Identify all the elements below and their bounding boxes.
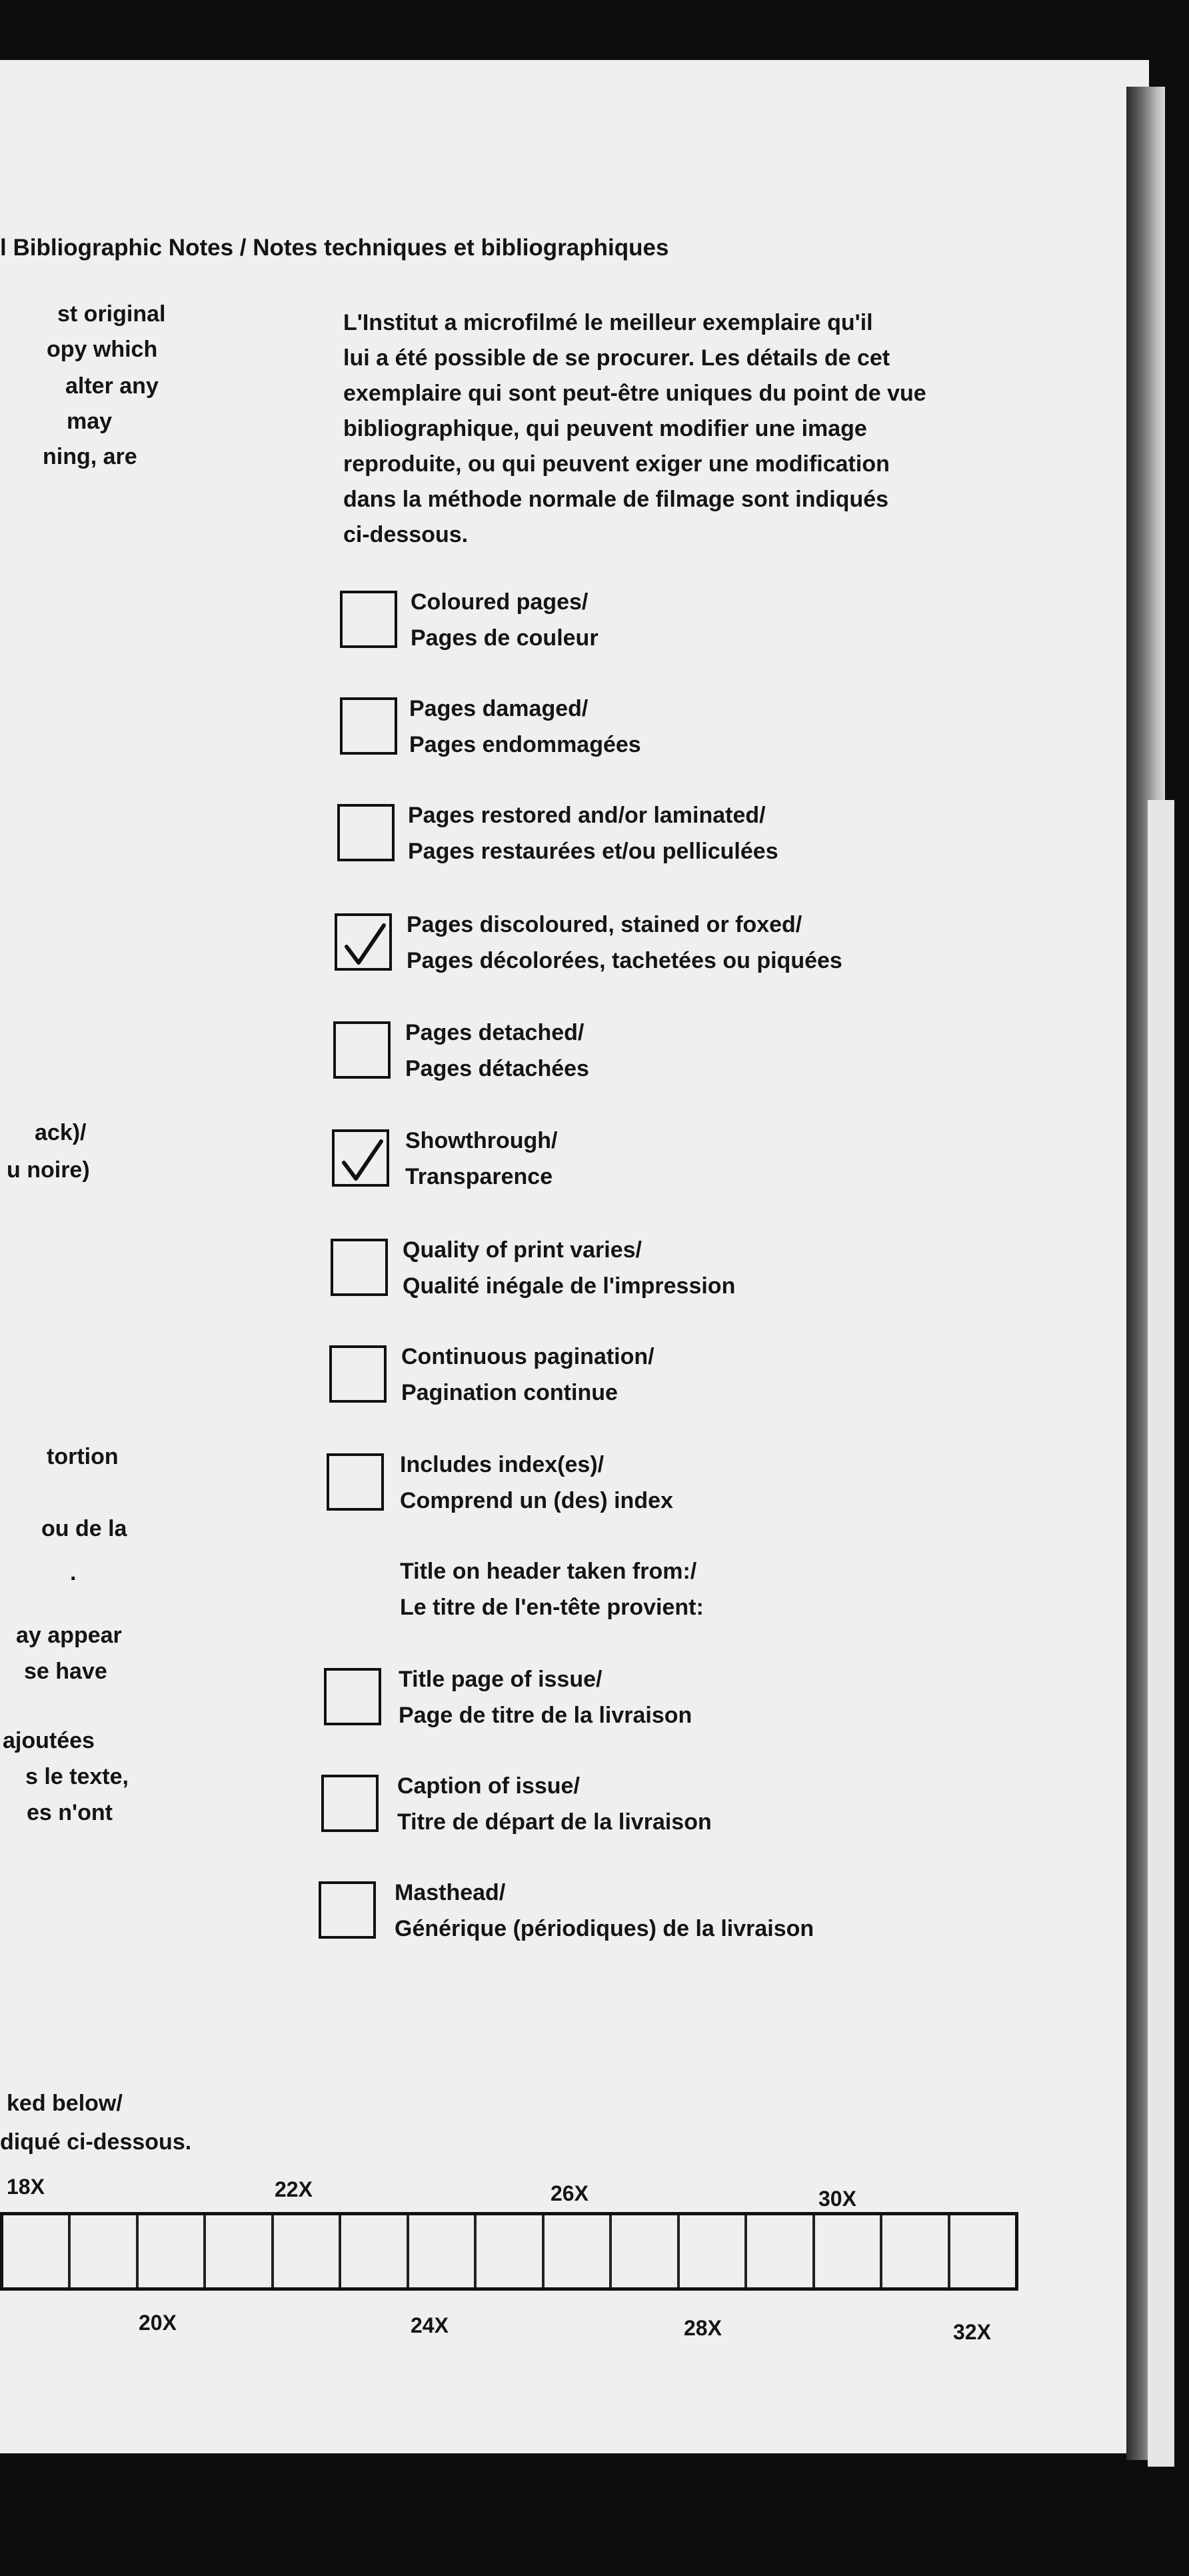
ratio-label-bottom: 28X: [684, 2316, 722, 2340]
checkbox[interactable]: [327, 1453, 384, 1511]
checklist-item-label: [401, 1339, 654, 1411]
item-label-fr: Pagination continue: [401, 1380, 618, 1405]
left-fragment: ou de la: [41, 1516, 127, 1541]
checklist-item-label: [405, 1123, 558, 1195]
item-label-en: Pages restored and/or laminated/: [408, 803, 766, 828]
left-fragment: ning, are: [43, 444, 137, 469]
checklist-item-label: [405, 1015, 589, 1087]
item-label-fr: Pages restaurées et/ou pelliculées: [408, 839, 778, 864]
left-fragment: u noire): [7, 1157, 90, 1183]
ratio-label-top: 30X: [818, 2187, 856, 2211]
grid-cell: [545, 2215, 612, 2287]
checklist-item-label: [399, 1661, 692, 1733]
grid-cell: [815, 2215, 882, 2287]
checkbox[interactable]: [340, 591, 397, 648]
ratio-label-top: 18X: [7, 2175, 45, 2199]
item-label-en: Quality of print varies/: [403, 1237, 642, 1263]
grid-cell: [612, 2215, 679, 2287]
checkbox[interactable]: [331, 1239, 388, 1296]
reduction-grid: [0, 2212, 1018, 2291]
title-header-en: Title on header taken from:/: [400, 1559, 697, 1584]
left-fragment: s le texte,: [25, 1764, 129, 1789]
intro-line: ci-dessous.: [343, 522, 469, 547]
intro-line: bibliographique, qui peuvent modifier une image: [343, 416, 867, 441]
title-header-fr: Le titre de l'en-tête provient:: [400, 1595, 704, 1620]
title-header-note: [400, 1553, 704, 1625]
checklist-item-label: [411, 584, 598, 656]
intro-line: L'Institut a microfilmé le meilleur exemplaire qu'il: [343, 310, 873, 335]
adjacent-page-edge: [1148, 800, 1174, 2467]
checkmark-icon: [339, 1137, 385, 1184]
item-label-en: Pages detached/: [405, 1020, 585, 1045]
grid-cell: [680, 2215, 747, 2287]
left-fragment: se have: [24, 1659, 107, 1684]
intro-line: reproduite, ou qui peuvent exiger une modification: [343, 451, 890, 477]
checkbox[interactable]: [335, 913, 392, 971]
checkbox[interactable]: [333, 1021, 391, 1079]
checkbox[interactable]: [332, 1129, 389, 1187]
left-fragment: alter any: [65, 373, 159, 399]
grid-cell: [747, 2215, 814, 2287]
intro-line: exemplaire qui sont peut-être uniques du point de vue: [343, 381, 926, 406]
ratio-label-top: 22X: [275, 2177, 313, 2201]
item-label-fr: Pages détachées: [405, 1056, 589, 1081]
item-label-en: Pages damaged/: [409, 696, 589, 721]
checkbox[interactable]: [319, 1881, 376, 1939]
ratio-label-top: 26X: [551, 2181, 589, 2205]
grid-cell: [71, 2215, 138, 2287]
grid-cell: [950, 2215, 1015, 2287]
item-label-fr: Transparence: [405, 1164, 553, 1189]
grid-cell: [206, 2215, 273, 2287]
item-label-en: Coloured pages/: [411, 589, 589, 615]
left-fragment: ack)/: [35, 1120, 87, 1145]
item-label-fr: Titre de départ de la livraison: [397, 1809, 712, 1835]
left-fragment: ked below/: [7, 2091, 123, 2116]
checklist-item-label: [408, 797, 778, 869]
intro-paragraph: [343, 305, 1050, 553]
checklist-item-label: [409, 691, 641, 763]
grid-cell: [274, 2215, 341, 2287]
checkbox[interactable]: [337, 804, 395, 861]
checkmark-icon: [341, 921, 388, 968]
left-fragment: .: [70, 1560, 77, 1585]
checkbox[interactable]: [321, 1775, 379, 1832]
section-heading: l Bibliographic Notes / Notes techniques et bibliographiques: [0, 235, 669, 261]
ratio-label-bottom: 24X: [411, 2313, 449, 2337]
checkbox[interactable]: [324, 1668, 381, 1725]
left-fragment: may: [67, 409, 113, 434]
ratio-label-bottom: 20X: [139, 2311, 177, 2335]
item-label-fr: Page de titre de la livraison: [399, 1703, 692, 1728]
item-label-en: Includes index(es)/: [400, 1452, 604, 1477]
item-label-en: Continuous pagination/: [401, 1344, 654, 1369]
left-fragment: st original: [57, 301, 166, 327]
item-label-fr: Pages endommagées: [409, 732, 641, 757]
grid-cell: [477, 2215, 544, 2287]
grid-cell: [341, 2215, 409, 2287]
left-fragment: diqué ci-dessous.: [0, 2129, 192, 2155]
checklist-item-label: [407, 907, 842, 979]
checklist-item-label: [395, 1875, 814, 1947]
grid-cell: [3, 2215, 71, 2287]
ratio-label-bottom: 32X: [953, 2320, 991, 2344]
item-label-en: Showthrough/: [405, 1128, 558, 1153]
left-fragment: ay appear: [16, 1623, 122, 1648]
checklist-item-label: [397, 1768, 712, 1840]
left-fragment: es n'ont: [27, 1800, 113, 1825]
item-label-en: Caption of issue/: [397, 1773, 580, 1799]
checkbox[interactable]: [329, 1345, 387, 1403]
item-label-fr: Qualité inégale de l'impression: [403, 1273, 736, 1299]
item-label-fr: Comprend un (des) index: [400, 1488, 673, 1513]
grid-cell: [882, 2215, 950, 2287]
item-label-fr: Pages décolorées, tachetées ou piquées: [407, 948, 842, 973]
grid-cell: [409, 2215, 477, 2287]
item-label-en: Title page of issue/: [399, 1667, 602, 1692]
intro-line: lui a été possible de se procurer. Les détails de cet: [343, 345, 890, 371]
checklist-item-label: [403, 1232, 735, 1304]
item-label-en: Pages discoloured, stained or foxed/: [407, 912, 802, 937]
item-label-en: Masthead/: [395, 1880, 506, 1905]
item-label-fr: Pages de couleur: [411, 625, 598, 651]
left-fragment: ajoutées: [3, 1728, 95, 1753]
checklist-item-label: [400, 1447, 673, 1519]
left-fragment: tortion: [47, 1444, 119, 1469]
left-fragment: opy which: [47, 337, 158, 362]
checkbox[interactable]: [340, 697, 397, 755]
item-label-fr: Générique (périodiques) de la livraison: [395, 1916, 814, 1941]
intro-line: dans la méthode normale de filmage sont indiqués: [343, 487, 889, 512]
grid-cell: [139, 2215, 206, 2287]
